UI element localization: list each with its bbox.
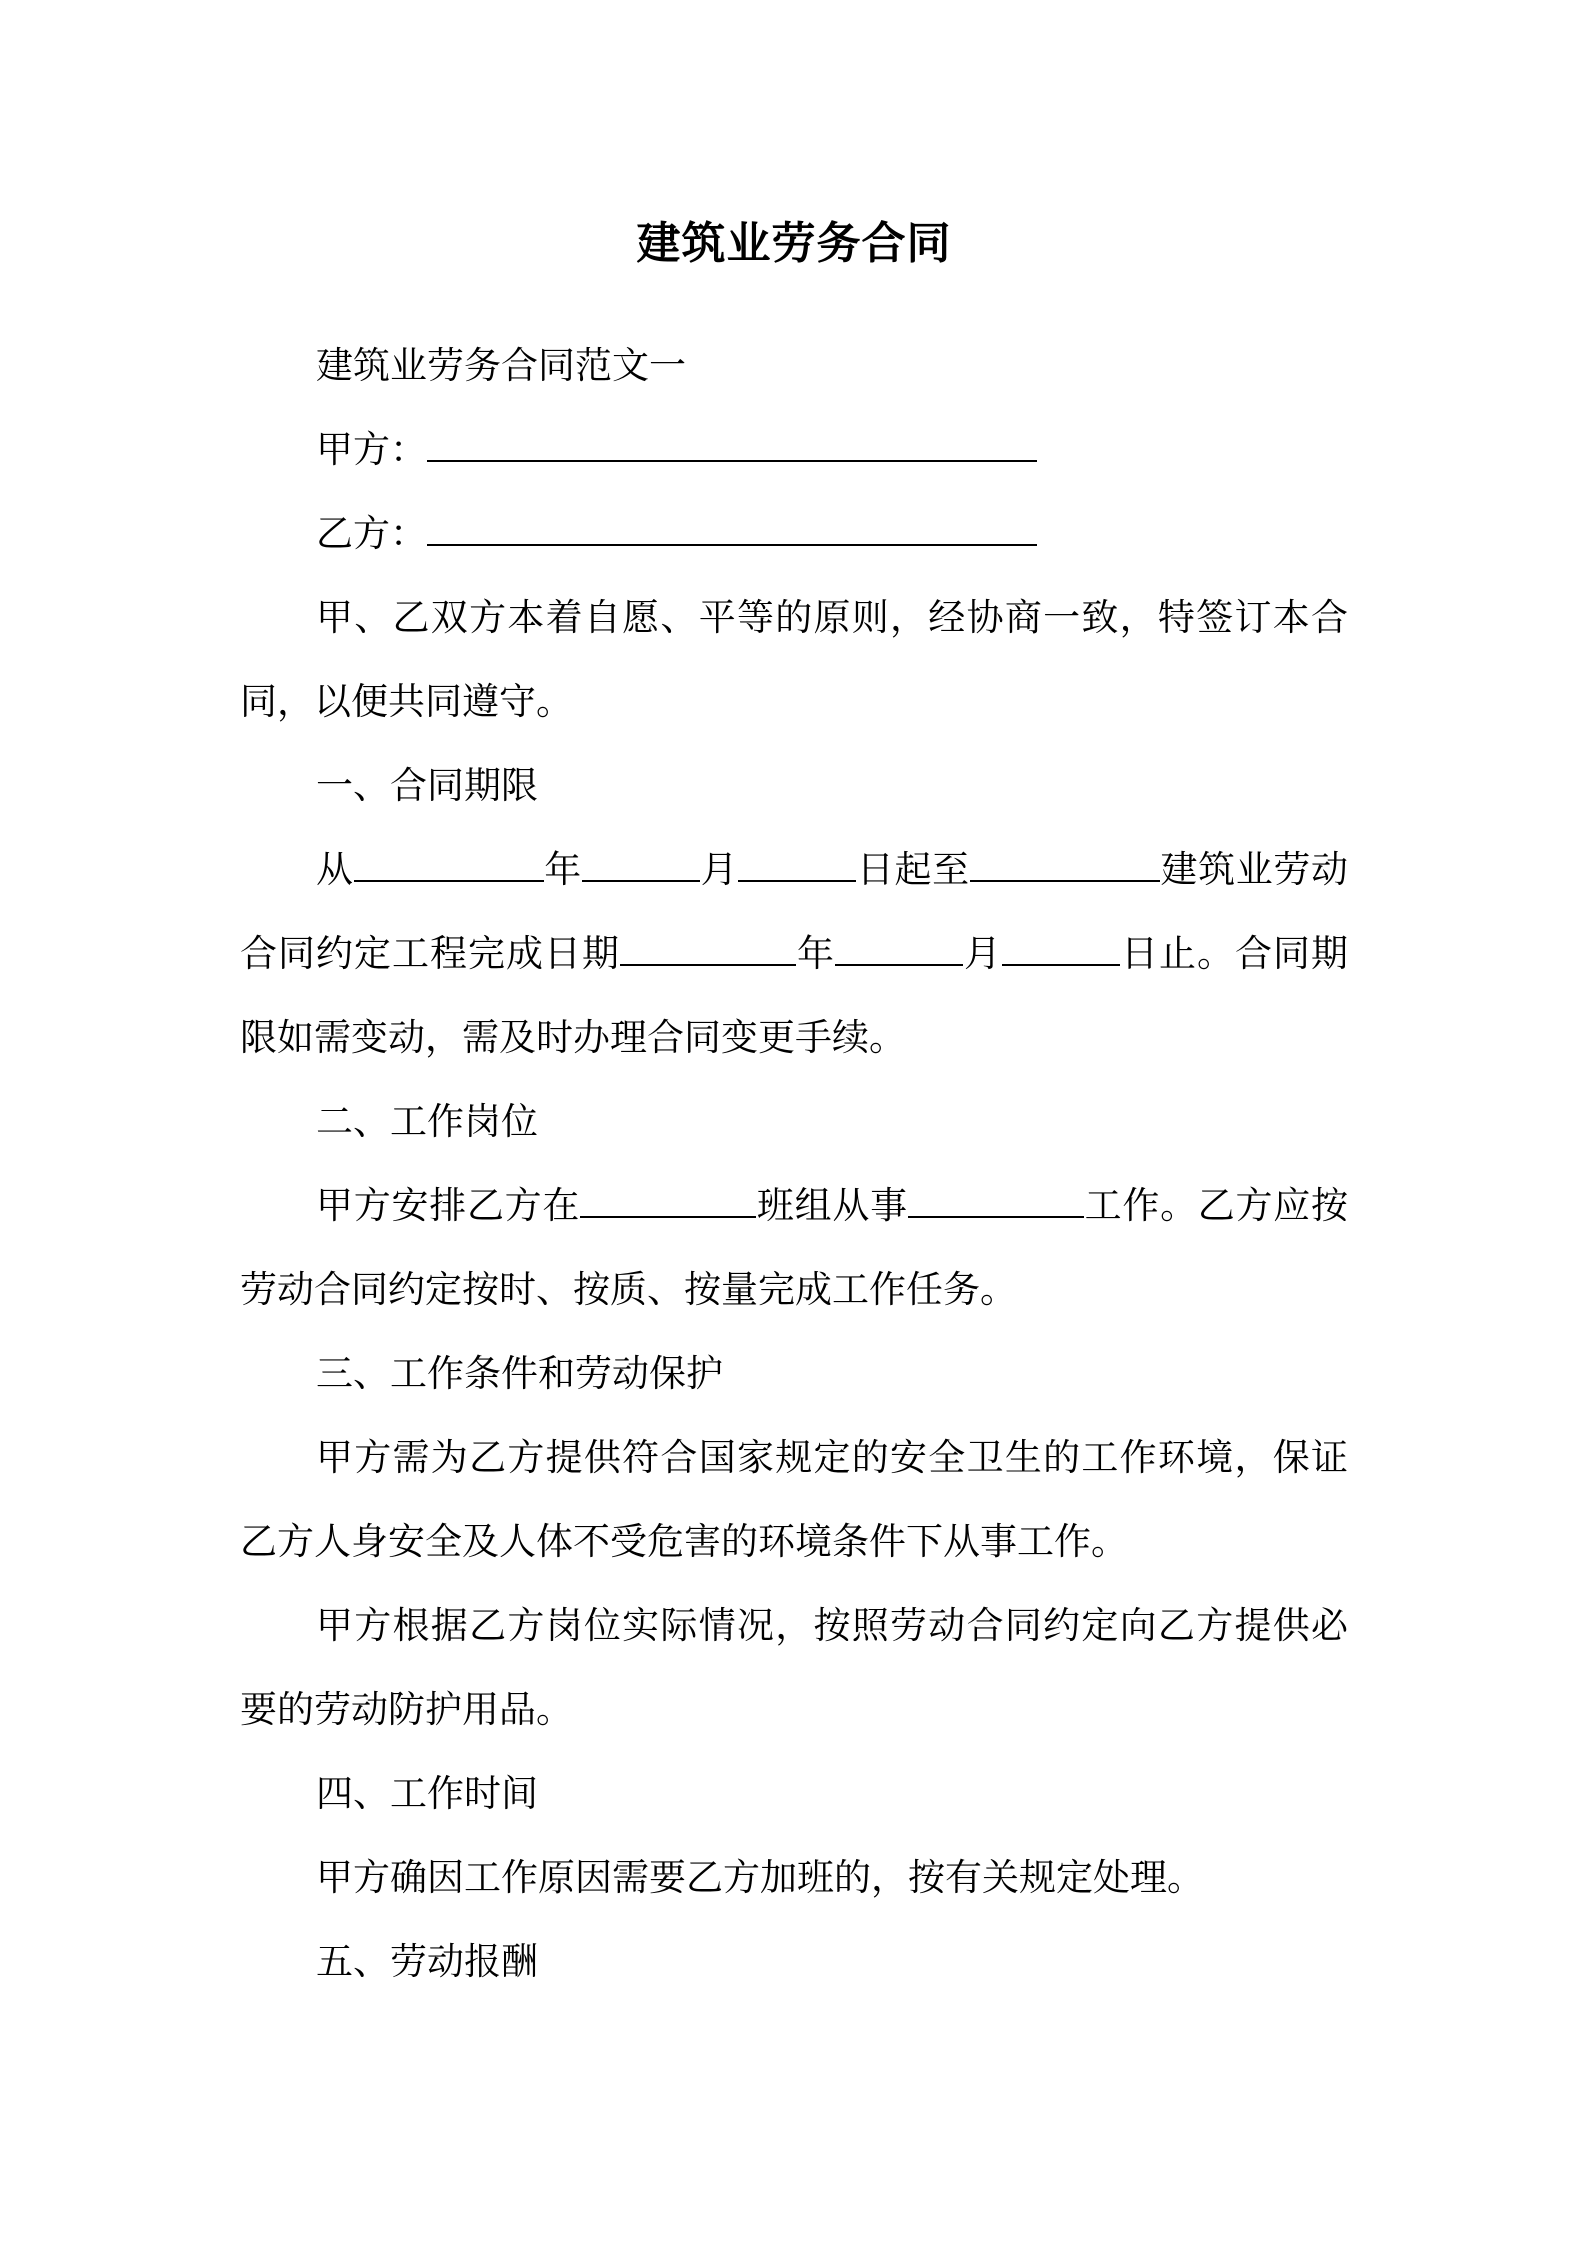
end-blank	[970, 848, 1160, 882]
term-text-7: 月	[963, 932, 1002, 975]
hours-paragraph: 甲方确因工作原因需要乙方加班的，按有关规定处理。	[316, 1856, 1204, 1899]
party-b-blank	[427, 512, 1037, 546]
position-text-1: 甲方安排乙方在	[316, 1184, 581, 1227]
intro-paragraph: 甲、乙双方本着自愿、平等的原则，经协商一致，特签订本合同，以便共同遵守。	[240, 596, 1348, 723]
term-text-4: 日起至	[856, 848, 970, 891]
end-month-blank	[835, 932, 963, 966]
party-a-line	[240, 408, 1348, 492]
position-paragraph	[240, 1164, 1348, 1332]
document-subtitle: 建筑业劳务合同范文一	[316, 344, 686, 387]
term-text-8: 日止。合同期限如需变动，需及时办理合同变更手续。	[240, 932, 1348, 1059]
term-text-5: 建筑业劳动合同约定工程完成日期	[240, 848, 1349, 975]
section-heading-conditions: 三、工作条件和劳动保护	[316, 1352, 723, 1395]
party-a-blank	[427, 428, 1037, 462]
start-month-blank	[582, 848, 700, 882]
end-year-blank	[620, 932, 796, 966]
term-text-2: 年	[543, 848, 582, 891]
conditions-paragraph-2: 甲方根据乙方岗位实际情况，按照劳动合同约定向乙方提供必要的劳动防护用品。	[240, 1604, 1348, 1731]
team-blank	[580, 1184, 756, 1218]
position-text-3: 工作。乙方应按劳动合同约定按时、按质、按量完成工作任务。	[240, 1184, 1349, 1311]
term-paragraph	[240, 828, 1348, 1080]
start-day-blank	[738, 848, 856, 882]
document-title: 建筑业劳务合同	[636, 218, 952, 269]
start-year-blank	[354, 848, 544, 882]
conditions-paragraph-1: 甲方需为乙方提供符合国家规定的安全卫生的工作环境，保证乙方人身安全及人体不受危害的环境条件下从事工作。	[240, 1436, 1348, 1563]
party-b-line	[240, 492, 1348, 576]
party-b-label: 乙方：	[316, 512, 427, 555]
term-text-6: 年	[796, 932, 835, 975]
section-heading-position: 二、工作岗位	[316, 1100, 538, 1143]
section-heading-term: 一、合同期限	[316, 764, 538, 807]
section-heading-hours: 四、工作时间	[316, 1772, 538, 1815]
position-text-2: 班组从事	[756, 1184, 908, 1227]
work-type-blank	[908, 1184, 1084, 1218]
end-day-blank	[1002, 932, 1120, 966]
term-text-3: 月	[699, 848, 739, 891]
term-text-1: 从	[316, 848, 354, 891]
party-a-label: 甲方：	[316, 428, 427, 471]
section-heading-pay: 五、劳动报酬	[316, 1940, 538, 1983]
